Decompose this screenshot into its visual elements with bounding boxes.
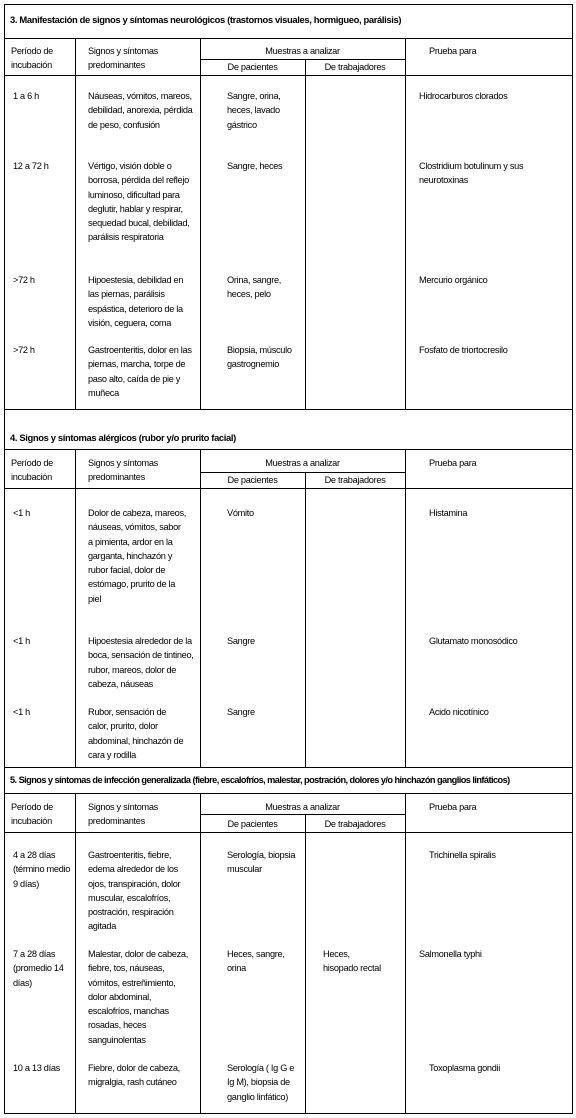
row-patients: Serología, biopsia muscular [227, 850, 296, 875]
header-period: Período de incubación [11, 802, 53, 826]
header-samples: Muestras a analizar [265, 802, 340, 812]
row-patients: Sangre, heces [227, 161, 283, 171]
header-patients: De pacientes [227, 475, 278, 485]
row-patients: Biopsia, músculo gastrognemio [227, 345, 292, 370]
row-period: >72 h [13, 275, 35, 285]
row-signs: Fiebre, dolor de cabeza, migralgia, rash cutáneo [88, 1063, 180, 1088]
section-allergic [5, 410, 572, 767]
section-generalized-infection [5, 768, 572, 1113]
row-test: Salmonella typhi [419, 949, 482, 959]
row-test: Histamina [429, 508, 468, 518]
row-signs: Dolor de cabeza, mareos, náuseas, vómitos, sabor a pimienta, ardor en la garganta, hinchazón y rubor facial, dolor de estómago, prurito de la piel [88, 508, 186, 604]
section-neurological [5, 5, 572, 409]
header-test: Prueba para [429, 46, 477, 56]
row-signs: Hipoestesia, debilidad en las piernas, parálisis espástica, deterioro de la visión, ceguera, coma [88, 275, 184, 328]
row-period: 7 a 28 días (promedio 14 días) [13, 949, 64, 988]
section-title: 4. Signos y síntomas alérgicos (rubor y/o prurito facial) [5, 410, 572, 450]
row-test: Mercurio orgánico [419, 275, 488, 285]
row-signs: Rubor, sensación de calor, prurito, dolor abdominal, hinchazón de cara y rodilla [88, 707, 184, 760]
row-patients: Vómito [227, 508, 254, 518]
row-period: <1 h [13, 636, 30, 646]
header-workers: De trabajadores [324, 819, 386, 829]
section-title: 3. Manifestación de signos y síntomas neurológicos (trastornos visuales, hormigueo, parálisis) [5, 5, 572, 39]
row-signs: Gastroenteritis, dolor en las piernas, marcha, torpe de paso alto, caída de pie y muñeca [88, 345, 192, 398]
header-workers: De trabajadores [324, 475, 386, 485]
header-signs: Signos y síntomas predominantes [88, 458, 158, 482]
header-patients: De pacientes [227, 62, 278, 72]
row-patients: Heces, sangre, orina [227, 949, 285, 974]
header-test: Prueba para [429, 802, 477, 812]
row-test: Trichinella spiralis [429, 850, 496, 860]
row-test: Acido nicotínico [429, 707, 489, 717]
row-period: <1 h [13, 707, 30, 717]
header-test: Prueba para [429, 458, 477, 468]
row-test: Hidrocarburos clorados [419, 91, 508, 101]
row-patients: Sangre [227, 636, 255, 646]
row-test: Clostridium botulinum y sus neurotoxinas [419, 161, 524, 186]
row-signs: Hipoestesia alrededor de la boca, sensación de tintineo, rubor, mareos, dolor de cabeza, náuseas [88, 636, 194, 689]
row-signs: Vértigo, visión doble o borrosa, pérdida del reflejo luminoso, dificultad para deglutir, hablar y respirar, sequedad bucal, debilidad, parálisis respiratoria [88, 161, 190, 243]
row-period: <1 h [13, 508, 30, 518]
section-title: 5. Signos y síntomas de infección generalizada (fiebre, escalofríos, malestar, postración, dolores y/o hinchazón ganglios linfáticos) [5, 768, 572, 794]
row-period: 12 a 72 h [13, 161, 49, 171]
row-test: Glutamato monosódico [429, 636, 518, 646]
row-period: >72 h [13, 345, 35, 355]
row-period: 4 a 28 días (término medio 9 días) [13, 850, 71, 889]
header-signs: Signos y síntomas predominantes [88, 802, 158, 826]
header-signs: Signos y síntomas predominantes [88, 46, 158, 70]
row-workers: Heces, hisopado rectal [323, 949, 381, 974]
row-signs: Malestar, dolor de cabeza, fiebre, tos, náuseas, vómitos, estreñimiento, dolor abdominal, escalofríos, manchas rosadas, heces sanguinolentas [88, 949, 188, 1045]
row-test: Toxoplasma gondii [429, 1063, 500, 1073]
header-period: Período de incubación [11, 46, 53, 70]
header-samples: Muestras a analizar [265, 46, 340, 56]
header-workers: De trabajadores [324, 62, 386, 72]
row-patients: Serología ( Ig G e Ig M), biopsia de ganglio linfático) [227, 1063, 295, 1102]
row-period: 10 a 13 días [13, 1063, 60, 1073]
food-poisoning-table [4, 4, 573, 1114]
row-test: Fosfato de triortocresilo [419, 345, 508, 355]
row-patients: Sangre, orina, heces, lavado gástrico [227, 91, 281, 130]
header-samples: Muestras a analizar [265, 458, 340, 468]
row-signs: Náuseas, vómitos, mareos, debilidad, anorexia, pérdida de peso, confusión [88, 91, 193, 130]
row-patients: Sangre [227, 707, 255, 717]
row-signs: Gastroenteritis, fiebre, edema alrededor de los ojos, transpiración, dolor muscular, escalofríos, postración, respiración agitada [88, 850, 181, 932]
row-period: 1 a 6 h [13, 91, 39, 101]
header-patients: De pacientes [227, 819, 278, 829]
row-patients: Orina, sangre, heces, pelo [227, 275, 282, 300]
header-period: Período de incubación [11, 458, 53, 482]
